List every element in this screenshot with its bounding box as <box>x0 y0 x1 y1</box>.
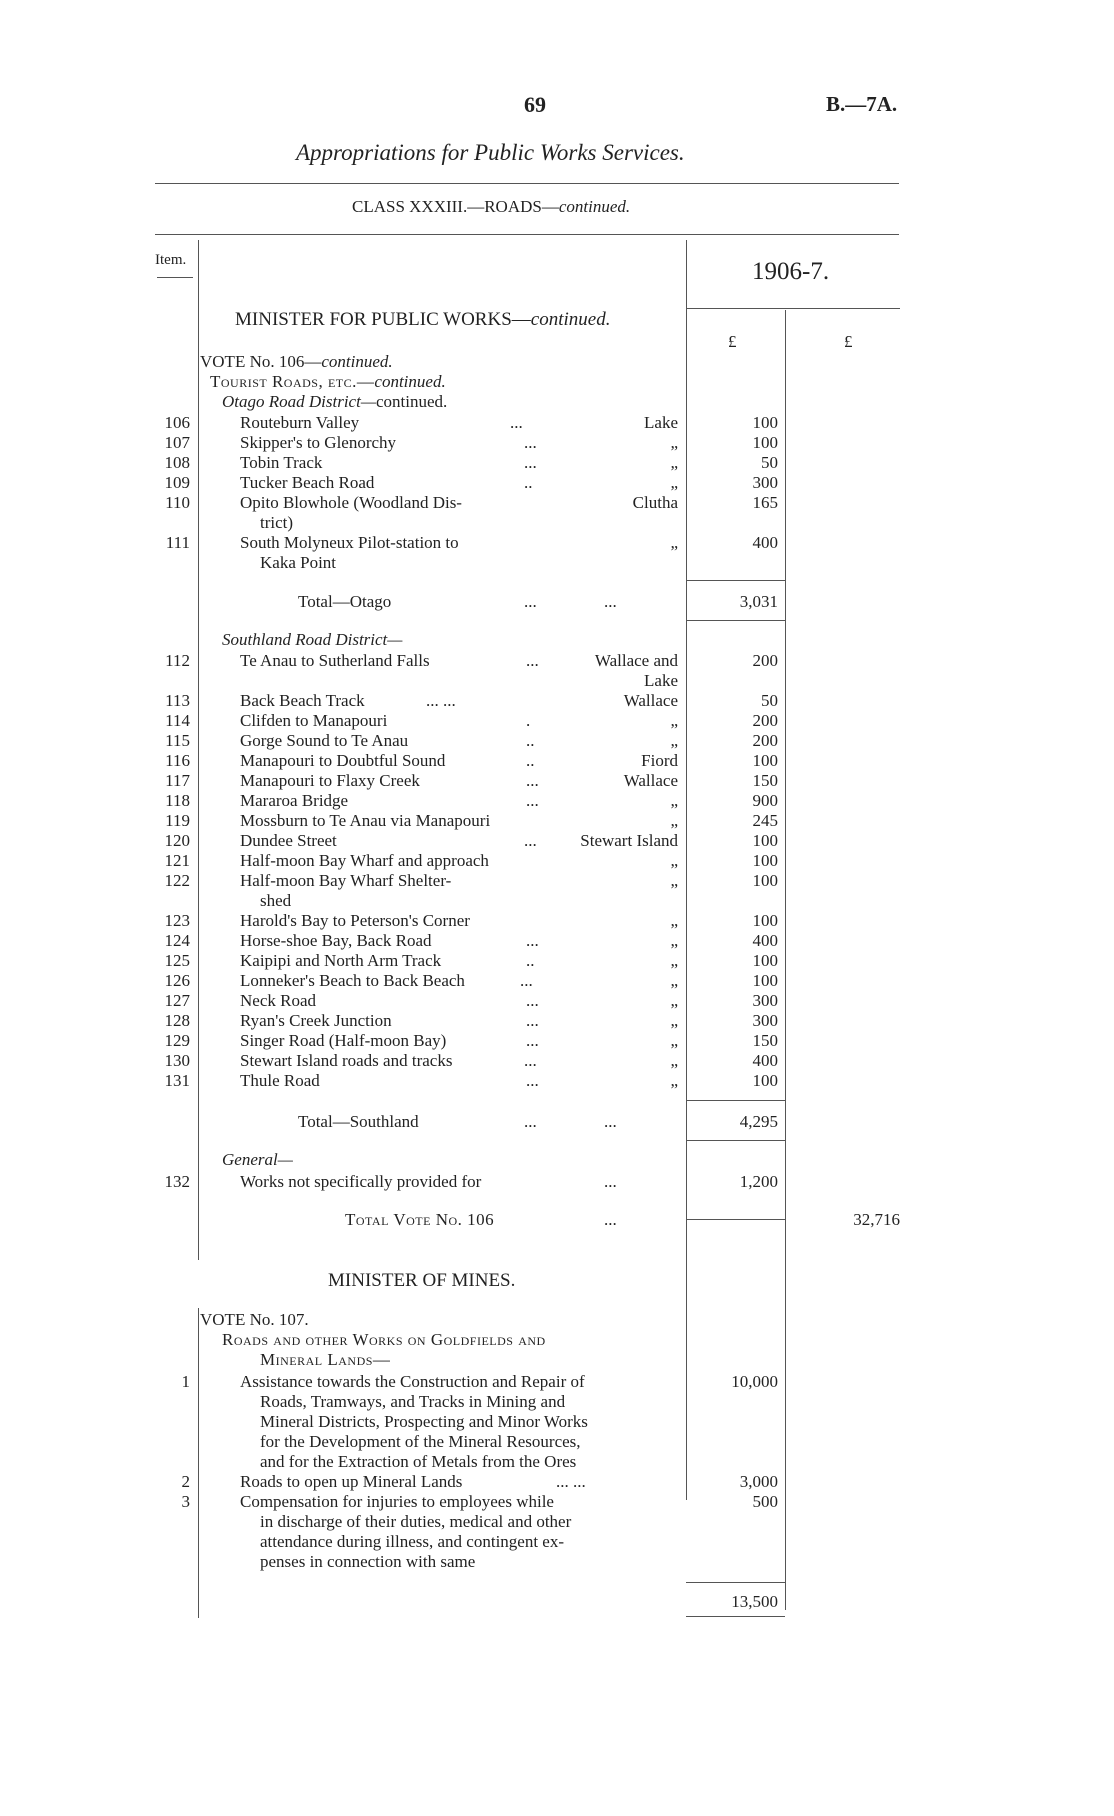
table-row-continuation <box>0 513 1114 533</box>
table-row <box>0 691 1114 711</box>
item-number: 119 <box>165 811 190 830</box>
electoral-district: „ <box>670 871 678 890</box>
header-rule <box>155 234 899 235</box>
electoral-district: „ <box>670 851 678 870</box>
item-number: 120 <box>164 831 190 850</box>
electoral-district: Stewart Island <box>580 831 678 850</box>
general-heading: General— <box>222 1150 293 1169</box>
southland-total-amount: 4,295 <box>739 1112 778 1131</box>
otago-district-heading <box>222 392 447 412</box>
item-amount: 100 <box>752 911 778 930</box>
year-header-rule <box>686 308 900 309</box>
item-number: 125 <box>164 951 190 970</box>
year-header: 1906-7. <box>752 258 830 285</box>
item-description: Horse-shoe Bay, Back Road <box>240 931 432 950</box>
item-number: 127 <box>164 991 190 1010</box>
leader-dots: ... <box>526 931 539 950</box>
leader-dots: ... <box>604 592 617 611</box>
item-amount: 245 <box>752 811 778 830</box>
item-amount: 200 <box>752 711 778 730</box>
leader-dots: ... <box>604 1172 617 1191</box>
item-description: South Molyneux Pilot-station to <box>240 533 459 552</box>
item-amount: 900 <box>752 791 778 810</box>
leader-dots: ... <box>526 1011 539 1030</box>
item-amount: 150 <box>752 1031 778 1050</box>
item-number: 118 <box>165 791 190 810</box>
item-number: 110 <box>165 493 190 512</box>
otago-district-cont: continued. <box>375 392 448 411</box>
table-row <box>0 1472 1114 1492</box>
table-row <box>0 413 1114 433</box>
item-number: 129 <box>164 1031 190 1050</box>
goldfields-heading-line2: Mineral Lands— <box>260 1350 391 1369</box>
minister-heading-main: MINISTER FOR PUBLIC WORKS— <box>235 309 531 330</box>
item-description: Lonneker's Beach to Back Beach <box>240 971 465 990</box>
table-row <box>0 931 1114 951</box>
item-description: Stewart Island roads and tracks <box>240 1051 453 1070</box>
item-amount: 100 <box>752 871 778 890</box>
item-number: 108 <box>164 453 190 472</box>
item-number: 109 <box>164 473 190 492</box>
item-description: Roads to open up Mineral Lands <box>240 1472 463 1491</box>
item-number: 106 <box>164 413 190 432</box>
electoral-district: „ <box>670 791 678 810</box>
item-amount: 100 <box>752 433 778 452</box>
leader-dots: .. <box>526 951 535 970</box>
electoral-district: „ <box>670 971 678 990</box>
electoral-district: „ <box>670 811 678 830</box>
item-description: Manapouri to Flaxy Creek <box>240 771 420 790</box>
electoral-district: „ <box>670 731 678 750</box>
item-number: 112 <box>165 651 190 670</box>
otago-total-label: Total—Otago <box>298 592 392 611</box>
item-description: Skipper's to Glenorchy <box>240 433 397 452</box>
item-amount: 3,000 <box>739 1472 778 1491</box>
item-description-continued: shed <box>260 891 292 910</box>
pound-symbol-col1: £ <box>728 332 737 351</box>
vote-107-heading: VOTE No. 107. <box>200 1310 309 1329</box>
item-amount: 100 <box>752 951 778 970</box>
electoral-district: Wallace <box>623 691 678 710</box>
item-amount: 300 <box>752 991 778 1010</box>
table-row <box>0 751 1114 771</box>
otago-total-rule <box>686 620 785 621</box>
southland-total-rule <box>686 1140 785 1141</box>
minister-heading <box>235 309 610 331</box>
item-description-continued: in discharge of their duties, medical and other <box>260 1512 572 1531</box>
item-amount: 10,000 <box>731 1372 778 1391</box>
item-number: 121 <box>164 851 190 870</box>
table-row <box>0 771 1114 791</box>
item-description: Singer Road (Half-moon Bay) <box>240 1031 447 1050</box>
item-header-underline <box>157 277 193 278</box>
item-amount: 1,200 <box>739 1172 778 1191</box>
table-row-continuation <box>0 1532 1114 1552</box>
vote-106-cont: continued. <box>321 352 393 371</box>
table-row <box>0 1492 1114 1512</box>
item-number: 132 <box>164 1172 190 1191</box>
item-number: 116 <box>165 751 190 770</box>
item-amount: 100 <box>752 751 778 770</box>
leader-dots: ... <box>526 1071 539 1090</box>
table-row <box>0 991 1114 1011</box>
vote-106-main: VOTE No. 106— <box>200 352 322 371</box>
table-row-continuation <box>0 671 1114 691</box>
item-description: Manapouri to Doubtful Sound <box>240 751 446 770</box>
item-number: 113 <box>165 691 190 710</box>
leader-dots: ... <box>520 971 533 990</box>
table-row-continuation <box>0 1512 1114 1532</box>
item-amount: 100 <box>752 971 778 990</box>
table-row <box>0 1031 1114 1051</box>
item-amount: 50 <box>761 691 778 710</box>
leader-dots: .. <box>526 731 535 750</box>
leader-dots: ... <box>526 791 539 810</box>
item-number: 111 <box>165 533 190 552</box>
table-row <box>0 831 1114 851</box>
vote-107-total-row <box>0 1592 1114 1612</box>
electoral-district: Wallace <box>623 771 678 790</box>
item-amount: 400 <box>752 1051 778 1070</box>
item-description: Mossburn to Te Anau via Manapouri <box>240 811 491 830</box>
item-description-continued: attendance during illness, and contingent ex- <box>260 1532 565 1551</box>
table-row <box>0 971 1114 991</box>
document-reference: B.—7A. <box>826 92 898 116</box>
electoral-district: „ <box>670 951 678 970</box>
item-description-continued: Kaka Point <box>260 553 337 572</box>
item-number: 115 <box>165 731 190 750</box>
item-amount: 200 <box>752 651 778 670</box>
otago-total-row <box>0 592 1114 612</box>
leader-dots: ... <box>524 592 537 611</box>
item-description: Dundee Street <box>240 831 337 850</box>
electoral-district-continued: Lake <box>644 671 678 690</box>
southland-subtotal-rule <box>686 1100 785 1101</box>
page-number: 69 <box>524 92 546 117</box>
electoral-district: „ <box>670 1071 678 1090</box>
item-description: Kaipipi and North Arm Track <box>240 951 442 970</box>
electoral-district: „ <box>670 453 678 472</box>
electoral-district: „ <box>670 1011 678 1030</box>
item-amount: 200 <box>752 731 778 750</box>
minister-of-mines-heading: MINISTER OF MINES. <box>328 1270 516 1291</box>
item-description: Works not specifically provided for <box>240 1172 482 1191</box>
item-description: Te Anau to Sutherland Falls <box>240 651 430 670</box>
table-row <box>0 473 1114 493</box>
electoral-district: „ <box>670 1051 678 1070</box>
table-row <box>0 651 1114 671</box>
class-heading <box>352 197 630 217</box>
item-amount: 400 <box>752 931 778 950</box>
leader-dots: .. <box>524 473 533 492</box>
electoral-district: Wallace and <box>594 651 678 670</box>
item-number: 122 <box>164 871 190 890</box>
leader-dots: ... <box>524 1112 537 1131</box>
leader-dots: . <box>526 711 531 730</box>
tourist-roads-heading <box>210 372 446 392</box>
item-description-continued: Mineral Districts, Prospecting and Minor Works <box>260 1412 588 1431</box>
item-description: Neck Road <box>240 991 317 1010</box>
item-amount: 500 <box>752 1492 778 1511</box>
item-amount: 150 <box>752 771 778 790</box>
table-row <box>0 911 1114 931</box>
item-description: Ryan's Creek Junction <box>240 1011 392 1030</box>
item-number: 107 <box>164 433 190 452</box>
leader-dots: ... <box>604 1112 617 1131</box>
table-row <box>0 433 1114 453</box>
item-amount: 400 <box>752 533 778 552</box>
item-amount: 100 <box>752 413 778 432</box>
table-row <box>0 1071 1114 1091</box>
table-row <box>0 731 1114 751</box>
tourist-roads-main: Tourist Roads, etc.— <box>210 372 375 391</box>
item-number: 1 <box>181 1372 190 1391</box>
item-number: 126 <box>164 971 190 990</box>
item-description: Gorge Sound to Te Anau <box>240 731 409 750</box>
item-amount: 100 <box>752 1071 778 1090</box>
total-vote-label: Total Vote No. 106 <box>345 1210 495 1229</box>
table-row-continuation <box>0 1452 1114 1472</box>
item-number: 3 <box>181 1492 190 1511</box>
item-number: 131 <box>164 1071 190 1090</box>
otago-total-amount: 3,031 <box>739 592 778 611</box>
leader-dots: ... <box>524 1051 537 1070</box>
item-number: 128 <box>164 1011 190 1030</box>
electoral-district: „ <box>670 711 678 730</box>
item-description: Opito Blowhole (Woodland Dis- <box>240 493 462 512</box>
item-description-continued: and for the Extraction of Metals from the Ores <box>260 1452 577 1471</box>
total-vote-row <box>0 1210 1114 1230</box>
leader-dots: ... <box>524 453 537 472</box>
item-number: 130 <box>164 1051 190 1070</box>
item-number: 2 <box>181 1472 190 1491</box>
table-row <box>0 453 1114 473</box>
table-row-continuation <box>0 891 1114 911</box>
vote-107-total-amount: 13,500 <box>731 1592 778 1611</box>
item-number: 124 <box>164 931 190 950</box>
electoral-district: „ <box>670 991 678 1010</box>
leader-dots: ... ... <box>426 691 456 710</box>
table-row <box>0 1051 1114 1071</box>
leader-dots: ... <box>526 991 539 1010</box>
table-row-continuation <box>0 553 1114 573</box>
table-row <box>0 791 1114 811</box>
item-description: Routeburn Valley <box>240 413 360 432</box>
item-column-header: Item. <box>155 252 187 268</box>
item-description: Harold's Bay to Peterson's Corner <box>240 911 470 930</box>
leader-dots: ... ... <box>556 1472 586 1491</box>
electoral-district: „ <box>670 1031 678 1050</box>
title-rule <box>155 183 899 184</box>
item-description-continued: penses in connection with same <box>260 1552 476 1571</box>
item-description: Half-moon Bay Wharf and approach <box>240 851 489 870</box>
table-row <box>0 851 1114 871</box>
leader-dots: ... <box>604 1210 617 1229</box>
vote-106-heading <box>200 352 393 372</box>
electoral-district: Clutha <box>632 493 678 512</box>
item-description-continued: trict) <box>260 513 294 532</box>
electoral-district: „ <box>670 931 678 950</box>
leader-dots: ... <box>510 413 523 432</box>
item-description: Thule Road <box>240 1071 320 1090</box>
leader-dots: .. <box>526 751 535 770</box>
item-amount: 100 <box>752 831 778 850</box>
item-description: Half-moon Bay Wharf Shelter- <box>240 871 452 890</box>
electoral-district: „ <box>670 433 678 452</box>
table-row <box>0 711 1114 731</box>
electoral-district: „ <box>670 533 678 552</box>
item-description: Tucker Beach Road <box>240 473 375 492</box>
item-amount: 300 <box>752 1011 778 1030</box>
tourist-roads-cont: continued. <box>374 372 446 391</box>
electoral-district: „ <box>670 911 678 930</box>
electoral-district: „ <box>670 473 678 492</box>
table-row <box>0 533 1114 553</box>
item-number: 123 <box>164 911 190 930</box>
item-amount: 165 <box>752 493 778 512</box>
item-description: Compensation for injuries to employees while <box>240 1492 554 1511</box>
otago-district-main: Otago Road District— <box>222 392 376 411</box>
leader-dots: ... <box>526 1031 539 1050</box>
item-description-continued: Roads, Tramways, and Tracks in Mining and <box>260 1392 566 1411</box>
leader-dots: ... <box>526 771 539 790</box>
electoral-district: Fiord <box>641 751 678 770</box>
item-description: Clifden to Manapouri <box>240 711 388 730</box>
class-heading-main: CLASS XXXIII.—ROADS— <box>352 197 559 216</box>
item-description: Mararoa Bridge <box>240 791 349 810</box>
otago-subtotal-rule <box>686 580 785 581</box>
vote-107-subtotal-rule <box>686 1582 785 1583</box>
class-heading-cont: continued. <box>558 197 631 216</box>
southland-district-heading: Southland Road District— <box>222 630 403 649</box>
table-row <box>0 811 1114 831</box>
item-description-continued: for the Development of the Mineral Resources, <box>260 1432 581 1451</box>
table-row <box>0 1372 1114 1392</box>
item-amount: 100 <box>752 851 778 870</box>
table-row-continuation <box>0 1392 1114 1412</box>
item-amount: 50 <box>761 453 778 472</box>
item-description: Back Beach Track <box>240 691 365 710</box>
table-row <box>0 871 1114 891</box>
leader-dots: ... <box>526 651 539 670</box>
item-number: 117 <box>165 771 190 790</box>
leader-dots: ... <box>524 433 537 452</box>
table-row-continuation <box>0 1412 1114 1432</box>
minister-heading-cont: continued. <box>530 309 611 330</box>
table-row-continuation <box>0 1432 1114 1452</box>
item-number: 114 <box>165 711 190 730</box>
item-amount: 300 <box>752 473 778 492</box>
southland-total-row <box>0 1112 1114 1132</box>
total-vote-amount: 32,716 <box>853 1210 900 1229</box>
goldfields-heading-line1: Roads and other Works on Goldfields and <box>222 1330 546 1349</box>
electoral-district: Lake <box>644 413 678 432</box>
vote-107-total-rule <box>686 1616 785 1617</box>
leader-dots: ... <box>524 831 537 850</box>
item-description: Tobin Track <box>240 453 323 472</box>
table-row <box>0 951 1114 971</box>
southland-total-label: Total—Southland <box>298 1112 419 1131</box>
table-row-continuation <box>0 1552 1114 1572</box>
page-title: Appropriations for Public Works Services. <box>296 140 685 165</box>
table-row <box>0 1172 1114 1192</box>
table-row <box>0 1011 1114 1031</box>
item-description: Assistance towards the Construction and Repair of <box>240 1372 585 1391</box>
table-row <box>0 493 1114 513</box>
pound-symbol-col2: £ <box>844 332 853 351</box>
